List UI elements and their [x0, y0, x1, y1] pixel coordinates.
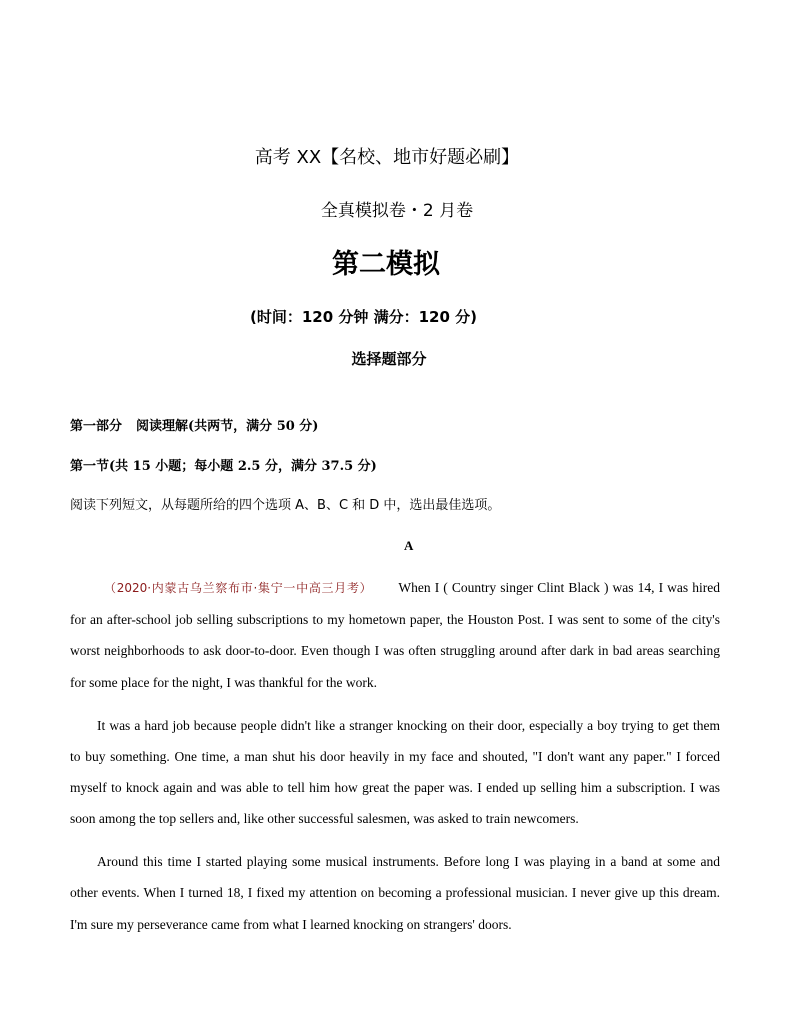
- passage-line: soon among the top sellers and, like other successful salesmen, was asked to train newcomers.: [70, 811, 579, 826]
- header-title: 高考 XX【名校、地市好题必刷】: [254, 147, 520, 168]
- subsection-heading: 第一节(共 15 小题；每小题 2.5 分，满分 37.5 分): [70, 459, 377, 474]
- passage-line: to buy something. One time, a man shut his door heavily in my face and shouted, "I don't want any paper." I forced: [70, 749, 720, 764]
- passage-label: A: [404, 538, 414, 553]
- part-description: 阅读理解(共两节，满分 50 分): [136, 419, 319, 434]
- passage-line: Around this time I started playing some musical instruments. Before long I was playing in a band at some and: [97, 854, 720, 869]
- passage-line: other events. When I turned 18, I fixed my attention on becoming a professional musician. I never give up this dream.: [70, 885, 720, 900]
- passage-line: for some place for the night, I was thankful for the work.: [70, 675, 378, 690]
- passage-line: myself to knock again and was able to tell him how great the paper was. I ended up selling him a subscription. I was: [70, 780, 720, 795]
- part-heading: [70, 417, 318, 437]
- passage-text: When I ( Country singer Clint Black ) was 14, I was hired: [398, 580, 721, 595]
- header-subtitle: 全真模拟卷・2 月卷: [320, 201, 474, 221]
- part-name: 第一部分: [70, 419, 123, 434]
- time-and-score: (时间：120 分钟 满分：120 分): [249, 308, 477, 326]
- passage-line: worst neighborhoods to ask door-to-door. Even though I was often struggling around after dark in bad areas searching: [70, 643, 720, 658]
- passage-line: for an after-school job selling subscriptions to my hometown paper, the Houston Post. I was sent to some of the city's: [70, 612, 720, 627]
- section-heading: 选择题部分: [351, 350, 427, 368]
- reading-instructions: 阅读下列短文，从每题所给的四个选项 A、B、C 和 D 中，选出最佳选项。: [70, 498, 501, 513]
- passage-source: （2020·内蒙古乌兰察布市·集宁一中高三月考）: [104, 581, 373, 595]
- passage-line: [104, 578, 720, 598]
- passage-line: I'm sure my perseverance came from what I learned knocking on strangers' doors.: [70, 917, 512, 932]
- passage-line: It was a hard job because people didn't like a stranger knocking on their door, especially a boy trying to get them: [97, 718, 720, 733]
- exam-title: 第二模拟: [332, 249, 440, 280]
